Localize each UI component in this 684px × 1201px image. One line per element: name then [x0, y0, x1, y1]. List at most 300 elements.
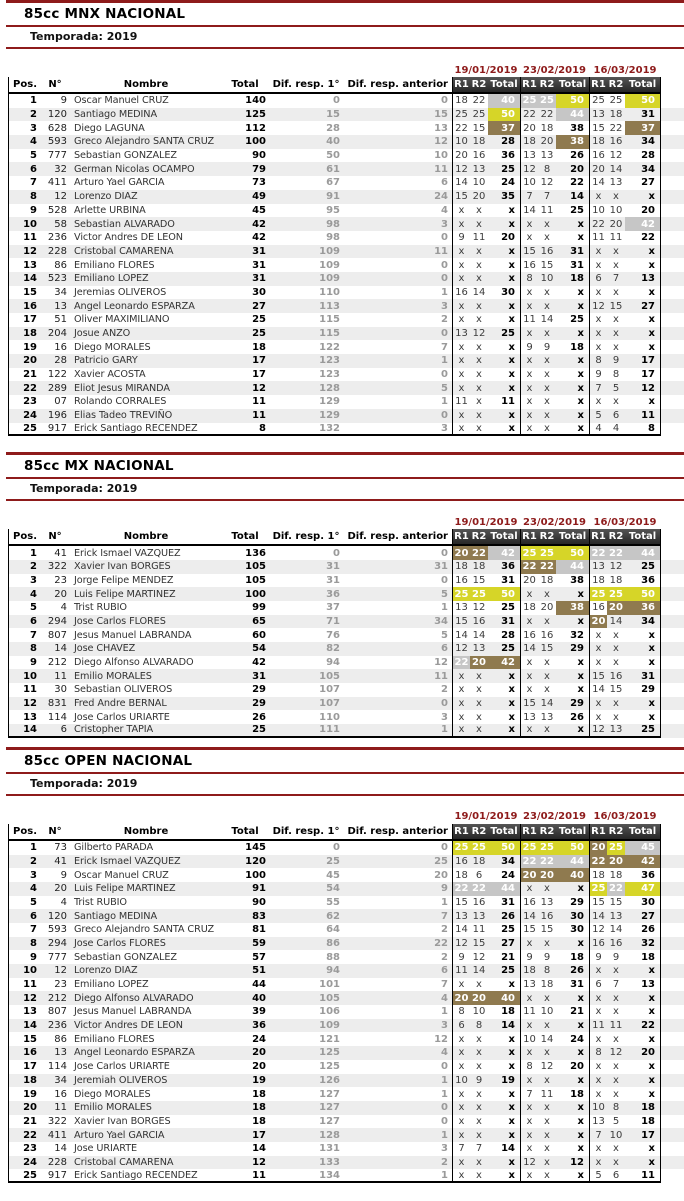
cell-r1: x — [520, 1128, 538, 1142]
cell-event-total: x — [488, 724, 520, 738]
col-header-name: Nombre — [70, 77, 222, 94]
cell-r1: x — [452, 381, 470, 395]
cell-r1: x — [589, 1032, 607, 1046]
table-row — [8, 560, 684, 574]
cell-r2: x — [476, 698, 482, 710]
cell-r2: x — [613, 992, 619, 1004]
cell-r1: 12 — [589, 923, 607, 937]
cell-event-total: x — [577, 1143, 584, 1155]
cell-r2: x — [476, 341, 482, 353]
cell-r1: 10 — [452, 1074, 470, 1088]
cell-dif-first: 67 — [326, 177, 340, 189]
cell-pos: 22 — [8, 381, 40, 395]
cell-r2: 18 — [472, 136, 486, 148]
cell-total: 40 — [252, 992, 266, 1004]
cell-r2: x — [544, 232, 550, 244]
cell-r2: x — [476, 1088, 482, 1100]
cell-num: 917 — [40, 1169, 70, 1183]
cell-event-total: 17 — [625, 1128, 661, 1142]
event-dates-row — [8, 810, 684, 824]
cell-name: Angel Leonardo ESPARZA — [74, 1047, 195, 1059]
event-date: 16/03/2019 — [593, 64, 657, 76]
cell-num: 122 — [47, 369, 67, 381]
cell-r1: 15 — [520, 245, 538, 259]
cell-r2: 9 — [475, 1074, 483, 1086]
cell-event-total: 31 — [501, 896, 515, 908]
cell-r2: 10 — [472, 1006, 486, 1018]
cell-r1: x — [520, 615, 538, 629]
cell-r1: x — [520, 1074, 538, 1088]
cell-r2: 15 — [540, 259, 554, 271]
cell-event-total: 25 — [625, 560, 661, 574]
table-row — [8, 909, 684, 923]
cell-total: 105 — [245, 574, 266, 586]
cell-event-total: x — [577, 218, 584, 230]
cell-name: Oscar Manuel CRUZ — [74, 869, 169, 881]
cell-pos: 12 — [8, 697, 40, 711]
cell-event-total: x — [508, 670, 515, 682]
table-row — [8, 162, 684, 176]
cell-r1: 11 — [520, 1005, 538, 1019]
col-header-r2: R2 — [607, 77, 625, 94]
cell-r2: x — [544, 1115, 550, 1127]
cell-r2: x — [613, 965, 619, 977]
cell-r2: 15 — [609, 684, 623, 696]
cell-r1: 7 — [452, 1142, 470, 1156]
cell-num: 6 — [40, 724, 70, 738]
table-row — [8, 1115, 684, 1129]
cell-pos: 19 — [8, 340, 40, 354]
cell-name: Patricio GARY — [74, 355, 138, 367]
cell-dif-prev: 5 — [441, 588, 448, 600]
cell-name: Jesus Manuel LABRANDA — [74, 1006, 192, 1018]
cell-r2: x — [470, 724, 488, 738]
cell-dif-first: 127 — [319, 1088, 340, 1100]
cell-r2: x — [476, 1047, 482, 1059]
cell-dif-prev: 10 — [434, 150, 448, 162]
cell-r1: x — [452, 313, 470, 327]
cell-event-total: x — [577, 1115, 584, 1127]
cell-event-total: 22 — [570, 177, 584, 189]
cell-event-total: 20 — [501, 232, 515, 244]
cell-r1: 14 — [520, 204, 538, 218]
cell-r1: 9 — [589, 368, 607, 382]
cell-event-total: 34 — [625, 615, 661, 629]
cell-r2: x — [476, 1061, 482, 1073]
cell-r1: 18 — [452, 868, 470, 882]
cell-total: 100 — [245, 136, 266, 148]
cell-event-total: 18 — [570, 273, 584, 285]
cell-dif-first: 125 — [319, 1047, 340, 1059]
cell-pos: 5 — [8, 149, 40, 163]
cell-r1: 22 — [520, 855, 538, 869]
cell-dif-first: 129 — [319, 410, 340, 422]
cell-r2: 20 — [540, 136, 554, 148]
cell-r2: 16 — [472, 896, 486, 908]
cell-event-total: 36 — [501, 150, 515, 162]
cell-name: Xavier Ivan BORGES — [74, 1115, 171, 1127]
cell-total: 100 — [245, 588, 266, 600]
cell-r1: 13 — [520, 149, 538, 163]
cell-event-total: x — [577, 992, 584, 1004]
cell-r1: x — [452, 978, 470, 992]
cell-dif-first: 94 — [326, 657, 340, 669]
cell-num: 12 — [54, 965, 67, 977]
cell-r2: x — [476, 670, 482, 682]
cell-pos: 21 — [8, 1115, 40, 1129]
cell-r2: 14 — [540, 314, 554, 326]
cell-name: German Nicolas OCAMPO — [74, 163, 195, 175]
cell-event-total: x — [577, 300, 584, 312]
cell-r2: 6 — [475, 869, 483, 881]
cell-r1: 11 — [589, 231, 607, 245]
cell-dif-first: 128 — [319, 382, 340, 394]
cell-r2: 22 — [540, 109, 554, 121]
cell-dif-first: 82 — [326, 643, 340, 655]
cell-r2: x — [476, 355, 482, 367]
cell-num: 807 — [47, 629, 67, 641]
cell-num: 14 — [54, 1143, 67, 1155]
cell-pos: 10 — [8, 669, 40, 683]
cell-num: 11 — [54, 1102, 67, 1114]
cell-r1: 20 — [452, 546, 470, 560]
cell-event-total: 20 — [625, 1046, 661, 1060]
cell-total: 90 — [252, 150, 266, 162]
col-header-pos: Pos. — [8, 824, 40, 841]
cell-total: 26 — [252, 711, 266, 723]
cell-event-total: 38 — [570, 122, 584, 134]
cell-event-total: x — [508, 698, 515, 710]
cell-event-total: x — [577, 657, 584, 669]
cell-r1: 12 — [520, 162, 538, 176]
cell-r1: x — [589, 1074, 607, 1088]
cell-pos: 12 — [8, 245, 40, 259]
cell-r1: 12 — [589, 724, 607, 738]
cell-event-total: 50 — [488, 108, 520, 122]
table-row — [8, 697, 684, 711]
cell-dif-prev: 2 — [441, 924, 448, 936]
cell-r2: x — [613, 657, 619, 669]
cell-r1: x — [452, 1087, 470, 1101]
col-header-dif-prev: Dif. resp. anterior — [344, 77, 452, 94]
cell-event-total: 12 — [625, 381, 661, 395]
cell-event-total: 42 — [488, 656, 520, 670]
col-header-r2: R2 — [538, 824, 556, 841]
cell-r1: x — [520, 299, 538, 313]
cell-r2: x — [470, 1169, 488, 1183]
cell-pos: 11 — [8, 231, 40, 245]
cell-name: Erick Ismael VAZQUEZ — [74, 547, 181, 559]
cell-num: 4 — [60, 602, 67, 614]
cell-dif-first: 55 — [326, 896, 340, 908]
cell-dif-prev: 0 — [441, 574, 448, 586]
cell-r1: 10 — [452, 135, 470, 149]
table-row — [8, 923, 684, 937]
cell-r2: x — [613, 1074, 619, 1086]
cell-event-total: 25 — [570, 204, 584, 216]
cell-r1: 13 — [520, 978, 538, 992]
cell-r2: 14 — [609, 924, 623, 936]
cell-event-total: 26 — [570, 711, 584, 723]
cell-pos: 16 — [8, 299, 40, 313]
cell-r2: 25 — [538, 546, 556, 560]
cell-pos: 13 — [8, 1005, 40, 1019]
cell-pos: 8 — [8, 190, 40, 204]
cell-r2: 16 — [609, 937, 623, 949]
cell-event-total: x — [508, 1129, 515, 1141]
cell-name: Emiliano FLORES — [74, 1033, 155, 1045]
cell-r2: x — [476, 369, 482, 381]
col-header-dif-first: Dif. resp. 1° — [268, 529, 344, 546]
cell-dif-prev: 12 — [434, 657, 448, 669]
col-header-total: Total — [222, 824, 268, 841]
cell-event-total: 35 — [501, 191, 515, 203]
cell-dif-prev: 6 — [441, 643, 448, 655]
cell-event-total: x — [508, 1102, 515, 1114]
cell-r2: 15 — [540, 924, 554, 936]
cell-r1: x — [452, 423, 470, 437]
cell-dif-first: 50 — [326, 150, 340, 162]
cell-num: 86 — [54, 259, 67, 271]
cell-pos: 21 — [8, 368, 40, 382]
table-row — [8, 108, 684, 122]
cell-num: 120 — [47, 109, 67, 121]
cell-r2: 15 — [540, 643, 554, 655]
season-label: Temporada: 2019 — [30, 776, 138, 790]
cell-dif-first: 91 — [326, 191, 340, 203]
cell-event-total: 18 — [570, 1088, 584, 1100]
cell-event-total: x — [508, 1088, 515, 1100]
spacer — [8, 63, 452, 77]
cell-num: 628 — [47, 122, 67, 134]
cell-event-total: 44 — [625, 546, 661, 560]
cell-r1: 22 — [589, 217, 607, 231]
cell-dif-prev: 11 — [434, 163, 448, 175]
cell-r2: x — [613, 396, 619, 408]
cell-event-total: x — [577, 1020, 584, 1032]
cell-r1: 8 — [520, 1060, 538, 1074]
cell-pos: 8 — [8, 642, 40, 656]
cell-total: 136 — [245, 547, 266, 559]
cell-event-total: 29 — [570, 896, 584, 908]
cell-dif-first: 0 — [333, 95, 340, 107]
table-row — [8, 669, 684, 683]
cell-dif-prev: 11 — [434, 245, 448, 257]
cell-pos: 18 — [8, 1074, 40, 1088]
cell-r1: x — [452, 340, 470, 354]
cell-event-total: x — [577, 684, 584, 696]
cell-total: 49 — [252, 191, 266, 203]
cell-r1: 10 — [589, 1101, 607, 1115]
cell-dif-prev: 0 — [441, 259, 448, 271]
table-row — [8, 190, 684, 204]
cell-num: 917 — [40, 423, 70, 437]
cell-dif-prev: 2 — [441, 314, 448, 326]
event-date: 23/02/2019 — [523, 64, 586, 76]
cell-total: 81 — [252, 924, 266, 936]
cell-r2: x — [613, 629, 619, 641]
cell-total: 31 — [252, 670, 266, 682]
cell-pos: 12 — [8, 991, 40, 1005]
col-header-num: N° — [40, 77, 70, 94]
cell-pos: 1 — [8, 94, 40, 108]
cell-dif-prev: 0 — [441, 1061, 448, 1073]
cell-pos: 2 — [8, 108, 40, 122]
cell-event-total: 30 — [625, 896, 661, 910]
cell-name: Jesus Manuel LABRANDA — [74, 629, 192, 641]
cell-r1: 12 — [452, 642, 470, 656]
cell-pos: 14 — [8, 1019, 40, 1033]
cell-dif-first: 95 — [326, 204, 340, 216]
cell-r1: x — [452, 217, 470, 231]
cell-total: 36 — [252, 1020, 266, 1032]
cell-name: Erick Santiago RECENDEZ — [70, 423, 222, 437]
cell-r2: x — [538, 423, 556, 437]
cell-event-total: 18 — [570, 341, 584, 353]
cell-r1: x — [520, 1101, 538, 1115]
cell-event-total: x — [625, 964, 661, 978]
cell-event-total: 50 — [488, 841, 520, 855]
cell-num: 16 — [54, 341, 67, 353]
cell-total: 24 — [252, 1033, 266, 1045]
cell-pos: 1 — [8, 546, 40, 560]
cell-r2: x — [544, 355, 550, 367]
cell-r1: 22 — [452, 121, 470, 135]
cell-r1: 20 — [452, 991, 470, 1005]
cell-r2: 13 — [609, 910, 623, 922]
cell-total: 90 — [252, 896, 266, 908]
cell-r1: 14 — [589, 909, 607, 923]
cell-total: 42 — [252, 232, 266, 244]
cell-event-total: x — [508, 369, 515, 381]
cell-r2: 22 — [472, 95, 486, 107]
cell-r1: 22 — [589, 546, 607, 560]
cell-event-total: 29 — [570, 643, 584, 655]
cell-dif-prev: 1 — [441, 1006, 448, 1018]
cell-event-total: x — [577, 355, 584, 367]
cell-name: Elias Tadeo TREVIÑO — [74, 410, 173, 422]
cell-num: 4 — [60, 896, 67, 908]
cell-event-total: x — [577, 937, 584, 949]
col-header-r1: R1 — [452, 77, 470, 94]
cell-num: 73 — [54, 842, 67, 854]
cell-event-total: x — [508, 204, 515, 216]
cell-total: 19 — [252, 1074, 266, 1086]
table-row — [8, 368, 684, 382]
cell-r1: x — [520, 217, 538, 231]
cell-num: 114 — [47, 711, 67, 723]
cell-event-total: 12 — [570, 1156, 584, 1168]
table-row — [8, 423, 684, 437]
cell-r2: 11 — [472, 232, 486, 244]
cell-dif-first: 25 — [326, 855, 340, 867]
cell-event-total: 31 — [570, 979, 584, 991]
cell-num: 528 — [47, 204, 67, 216]
cell-r2: 13 — [472, 910, 486, 922]
cell-r1: x — [589, 327, 607, 341]
cell-dif-prev: 7 — [441, 910, 448, 922]
cell-r1: 14 — [589, 683, 607, 697]
cell-dif-first: 40 — [326, 136, 340, 148]
cell-r1: 25 — [520, 94, 538, 108]
divider — [6, 499, 684, 501]
cell-r1: 6 — [589, 272, 607, 286]
cell-r2: 20 — [470, 656, 488, 670]
cell-r2: 22 — [607, 882, 625, 896]
cell-r2: x — [476, 273, 482, 285]
cell-r1: 11 — [452, 395, 470, 409]
table-row — [8, 409, 684, 423]
table-row — [8, 978, 684, 992]
cell-r1: x — [452, 669, 470, 683]
cell-dif-prev: 13 — [434, 122, 448, 134]
cell-dif-prev: 25 — [434, 855, 448, 867]
section-85cc-mx-nacional — [0, 452, 684, 738]
cell-r2: x — [613, 286, 619, 298]
cell-r1: 18 — [589, 868, 607, 882]
cell-num: 34 — [54, 1074, 67, 1086]
cell-r2: x — [544, 684, 550, 696]
cell-event-total: 31 — [625, 108, 661, 122]
cell-r2: x — [613, 1143, 619, 1155]
cell-r2: 14 — [540, 698, 554, 710]
table-row — [8, 855, 684, 869]
cell-event-total: x — [625, 628, 661, 642]
cell-event-total: x — [577, 1129, 584, 1141]
cell-r2: x — [544, 615, 550, 627]
cell-r1: 14 — [520, 909, 538, 923]
cell-r1: x — [589, 395, 607, 409]
cell-total: 45 — [252, 204, 266, 216]
cell-r1: x — [452, 1169, 470, 1183]
cell-r2: 18 — [540, 979, 554, 991]
cell-event-total: 25 — [501, 924, 515, 936]
cell-event-total: 40 — [488, 991, 520, 1005]
cell-r2: 16 — [472, 150, 486, 162]
cell-dif-prev: 4 — [441, 992, 448, 1004]
cell-dif-first: 109 — [319, 245, 340, 257]
cell-name: Emiliano LOPEZ — [74, 979, 149, 991]
cell-name: Trist RUBIO — [74, 896, 127, 908]
cell-r2: 10 — [540, 1006, 554, 1018]
cell-pos: 19 — [8, 1087, 40, 1101]
cell-event-total: x — [625, 991, 661, 1005]
cell-r1: 22 — [520, 560, 538, 574]
cell-event-total: x — [508, 684, 515, 696]
cell-pos: 9 — [8, 950, 40, 964]
cell-total: 54 — [252, 643, 266, 655]
cell-event-total: 18 — [625, 950, 661, 964]
cell-r2: 16 — [472, 615, 486, 627]
cell-name: Sebastian GONZALEZ — [74, 150, 177, 162]
cell-total: 12 — [252, 382, 266, 394]
cell-r2: 12 — [472, 328, 486, 340]
cell-r1: 8 — [520, 272, 538, 286]
cell-r1: 5 — [589, 1169, 607, 1183]
table-row — [8, 882, 684, 896]
cell-r2: x — [544, 396, 550, 408]
cell-r2: 20 — [470, 991, 488, 1005]
cell-r1: x — [452, 1060, 470, 1074]
cell-r2: 13 — [472, 643, 486, 655]
cell-event-total: x — [508, 259, 515, 271]
cell-pos: 15 — [8, 286, 40, 300]
cell-event-total: 31 — [570, 259, 584, 271]
cell-event-total: x — [577, 286, 584, 298]
cell-r2: 5 — [612, 382, 620, 394]
cell-r1: 16 — [520, 628, 538, 642]
cell-r2: 14 — [609, 615, 623, 627]
